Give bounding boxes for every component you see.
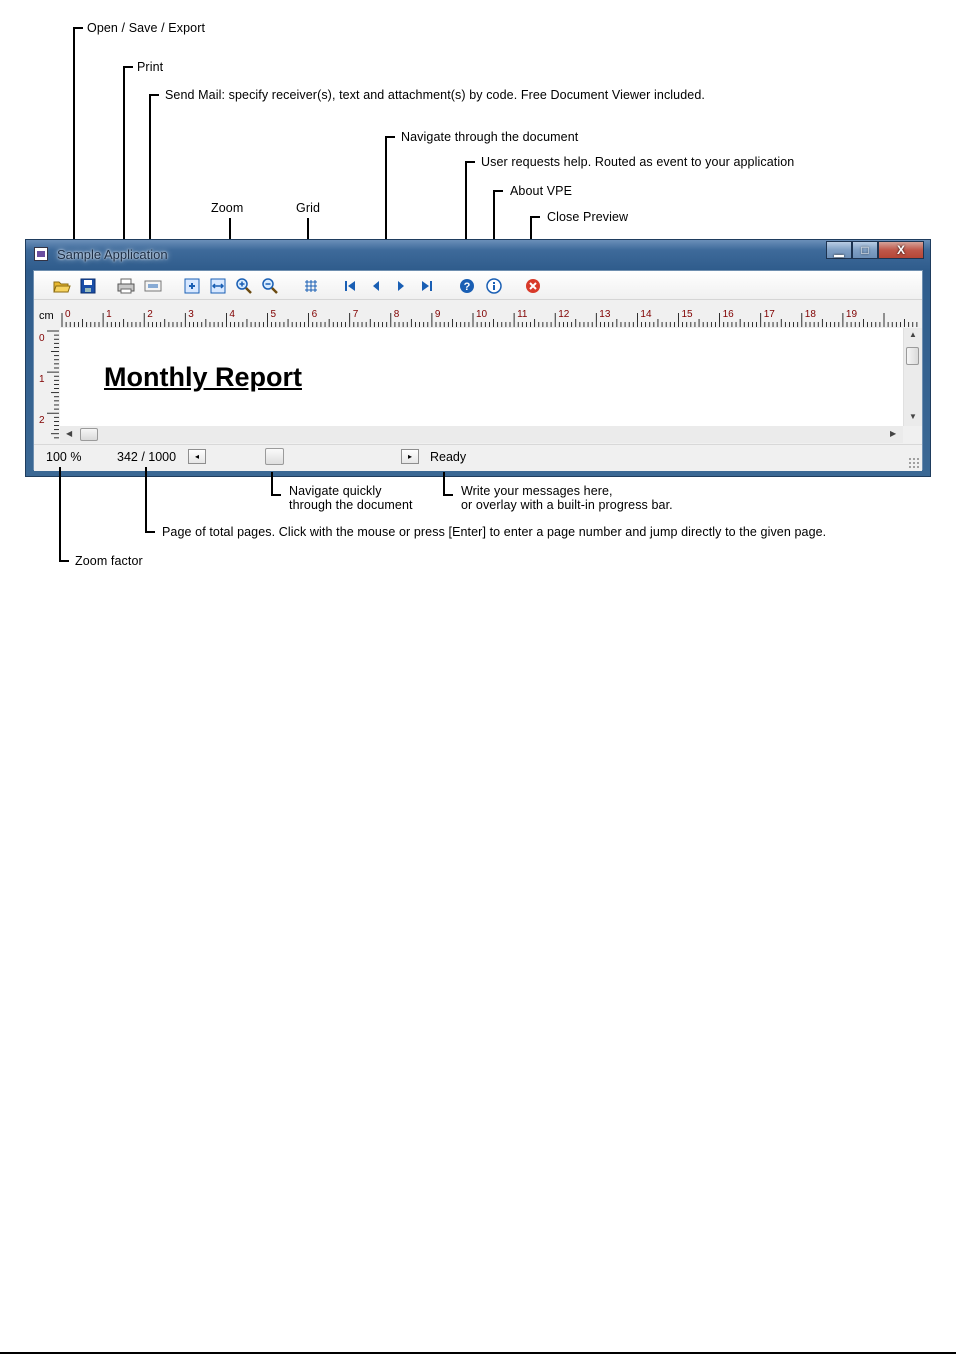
ruler-label: 9 (434, 309, 441, 320)
next-page-icon[interactable] (392, 277, 410, 295)
first-page-icon[interactable] (341, 277, 359, 295)
page-slider-right-button[interactable]: ▸ (401, 449, 419, 464)
ruler-label: 8 (393, 309, 400, 320)
scroll-left-icon[interactable]: ◀ (66, 429, 73, 438)
close-window-button[interactable]: X (878, 241, 924, 259)
annotation-messages-line2: or overlay with a built-in progress bar. (461, 498, 673, 512)
scroll-right-icon[interactable]: ▶ (890, 429, 897, 438)
scroll-down-icon[interactable]: ▼ (909, 412, 917, 421)
page-slider-left-button[interactable]: ◂ (188, 449, 206, 464)
toolbar (34, 271, 922, 300)
annotation-grid: Grid (296, 201, 321, 215)
mail-icon[interactable] (144, 277, 162, 295)
annotation-close-preview: Close Preview (547, 210, 629, 224)
annotation-about: About VPE (510, 184, 573, 198)
annotation-zoom: Zoom (211, 201, 244, 215)
horizontal-scroll-thumb[interactable] (80, 428, 98, 441)
about-icon[interactable] (485, 277, 503, 295)
print-icon[interactable] (117, 277, 135, 295)
zoom-in-icon[interactable] (235, 277, 253, 295)
zoom-fit-page-icon[interactable] (183, 277, 201, 295)
annotation-print: Print (137, 60, 164, 74)
ruler-label: 19 (845, 309, 858, 320)
vertical-scrollbar[interactable] (903, 328, 922, 426)
ruler-label: 0 (65, 309, 71, 320)
application-window (25, 239, 931, 477)
annotation-help: User requests help. Routed as event to your application (481, 155, 795, 169)
ruler-label: 1 (106, 309, 112, 320)
svg-text:?: ? (463, 281, 471, 293)
annotation-page-of-total: Page of total pages. Click with the mouse or press [Enter] to enter a page number and jump directly to the given page. (162, 525, 827, 539)
scroll-up-icon[interactable]: ▲ (909, 330, 917, 339)
annotation-open-save-export: Open / Save / Export (87, 21, 206, 35)
ruler-label: 15 (681, 309, 693, 320)
save-icon[interactable] (79, 277, 97, 295)
last-page-icon[interactable] (418, 277, 436, 295)
app-icon (34, 247, 48, 261)
annotation-messages-line1: Write your messages here, (461, 484, 613, 498)
ruler-label: 1 (39, 374, 45, 386)
help-icon[interactable] (458, 277, 476, 295)
client-area (33, 270, 923, 470)
zoom-fit-width-icon[interactable] (209, 277, 227, 295)
status-bar (34, 444, 922, 471)
ruler-label: 17 (763, 309, 775, 320)
close-preview-icon[interactable] (524, 277, 542, 295)
ruler-label: 0 (39, 333, 45, 344)
annotation-send-mail: Send Mail: specify receiver(s), text and attachment(s) by code. Free Document Viewer included. (165, 88, 705, 102)
annotation-navigate-quickly-line2: through the document (289, 498, 413, 512)
horizontal-scrollbar[interactable] (60, 426, 903, 443)
page-bottom-rule (0, 1352, 956, 1354)
ruler-label: 2 (147, 309, 153, 320)
ruler-label: 5 (270, 309, 277, 320)
ruler-label: 14 (640, 309, 652, 320)
ruler-label: 13 (599, 309, 611, 320)
page-slider-thumb[interactable] (265, 448, 284, 465)
previous-page-icon[interactable] (367, 277, 385, 295)
status-message: Ready (430, 450, 467, 464)
annotation-navigate: Navigate through the document (401, 130, 579, 144)
annotation-navigate-quickly-line1: Navigate quickly (289, 484, 382, 498)
resize-grip[interactable] (908, 457, 920, 469)
page-indicator[interactable]: 342 / 1000 (117, 450, 177, 464)
maximize-button[interactable]: □ (852, 241, 878, 259)
ruler-label: 4 (229, 309, 235, 320)
vertical-scroll-thumb[interactable] (906, 347, 919, 365)
zoom-factor: 100 % (46, 450, 82, 464)
ruler-label: 16 (722, 309, 734, 320)
annotation-zoom-factor: Zoom factor (75, 554, 143, 568)
vertical-ruler (34, 328, 60, 443)
ruler-label: 3 (188, 309, 194, 320)
ruler-label: 18 (804, 309, 816, 320)
ruler-label: 2 (39, 415, 45, 427)
grid-icon[interactable] (302, 277, 320, 295)
title-bar[interactable] (26, 240, 930, 270)
ruler-label: 6 (311, 309, 318, 320)
horizontal-ruler (34, 306, 922, 329)
zoom-out-icon[interactable] (261, 277, 279, 295)
ruler-label: 12 (558, 309, 570, 320)
open-folder-icon[interactable] (53, 277, 71, 295)
ruler-label: 10 (476, 309, 488, 320)
ruler-label: 11 (517, 309, 528, 320)
minimize-button[interactable]: ▁ (826, 241, 852, 259)
document-page[interactable] (60, 328, 903, 426)
document-heading: Monthly Report (104, 362, 302, 392)
window-title: Sample Application (57, 247, 168, 262)
ruler-unit: cm (39, 310, 54, 322)
ruler-label: 7 (352, 309, 359, 320)
